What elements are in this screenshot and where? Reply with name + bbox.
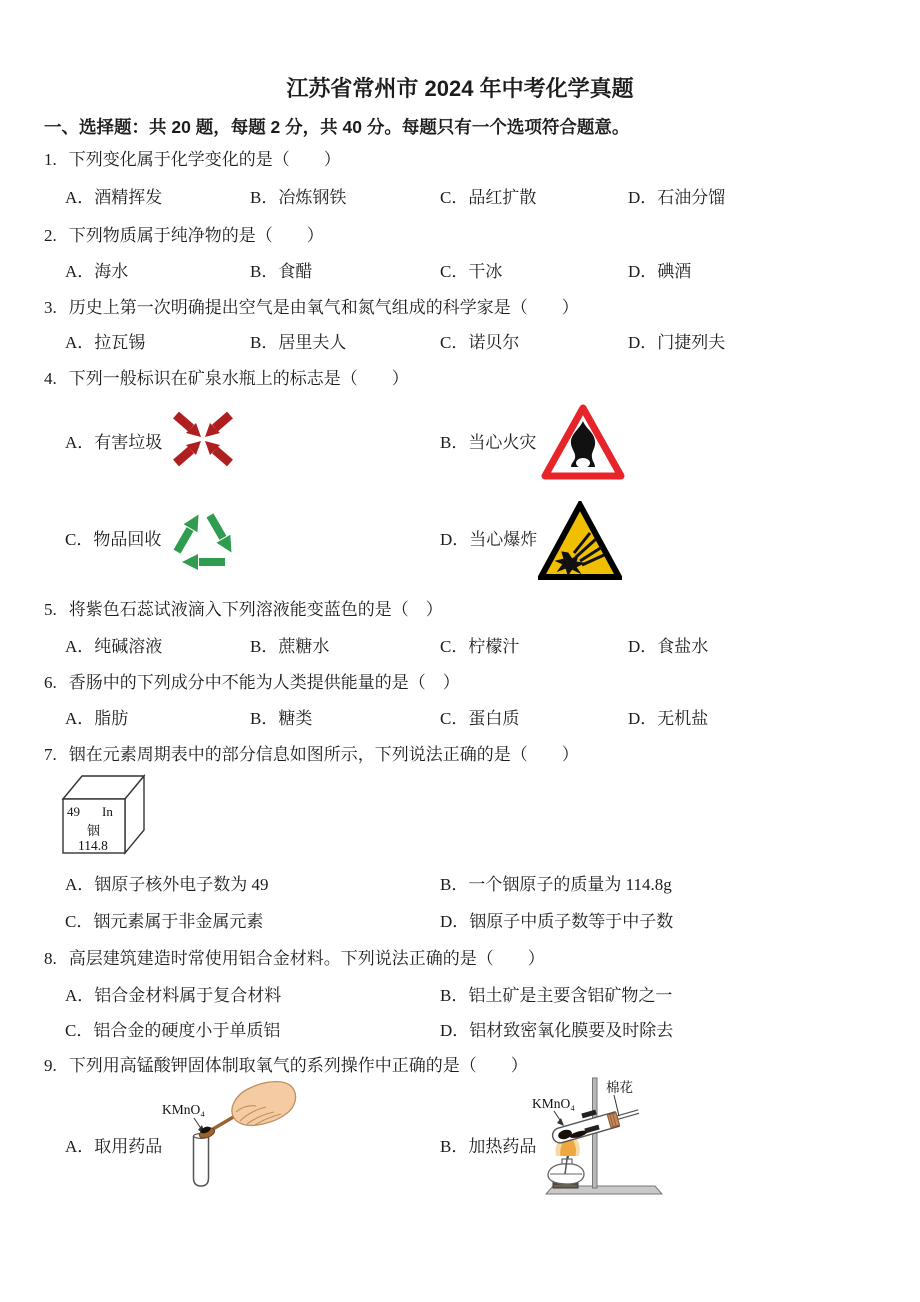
question-2-option-b: B．食醋 (250, 262, 313, 281)
question-4-text: 下列一般标识在矿泉水瓶上的标志是（ ） (68, 369, 409, 388)
question-5-option-a: A．纯碱溶液 (65, 637, 163, 656)
question-7-option-b: B．一个铟原子的质量为 114.8g (440, 875, 672, 894)
question-8-option-c: C．铝合金的硬度小于单质铝 (65, 1021, 281, 1040)
question-1 (44, 149, 341, 171)
question-5-option-d: D．食盐水 (628, 637, 709, 656)
question-7-option-a: A．铟原子核外电子数为 49 (65, 875, 269, 894)
pointer-arrow (557, 1118, 564, 1126)
question-7 (44, 744, 579, 766)
question-5-text: 将紫色石蕊试液滴入下列溶液能变蓝色的是（ ） (68, 600, 443, 619)
atomic-number: 49 (67, 804, 80, 819)
question-5-option-c: C．柠檬汁 (440, 637, 520, 656)
explosion-warning-icon (538, 501, 622, 581)
question-7-option-c: C．铟元素属于非金属元素 (65, 912, 264, 931)
question-5-option-b: B．蔗糖水 (250, 637, 330, 656)
question-1-number: 1. (44, 150, 57, 169)
question-3-option-c: C．诺贝尔 (440, 333, 520, 352)
hand (232, 1082, 296, 1126)
question-9-option-b: B．加热药品 (440, 1137, 537, 1156)
question-8-text: 高层建筑建造时常使用铝合金材料。下列说法正确的是（ ） (68, 949, 545, 968)
cotton-label: 棉花 (606, 1080, 633, 1095)
question-3 (44, 297, 579, 319)
question-2-option-a: A．海水 (65, 262, 129, 281)
question-4-option-b: B．当心火灾 (440, 433, 537, 452)
question-7-option-d: D．铟原子中质子数等于中子数 (440, 912, 674, 931)
fire-warning-icon (540, 403, 626, 481)
question-2 (44, 225, 324, 247)
question-9-text: 下列用高锰酸钾固体制取氧气的系列操作中正确的是（ ） (68, 1056, 528, 1075)
alcohol-lamp (548, 1156, 584, 1184)
question-9-option-a: A．取用药品 (65, 1137, 163, 1156)
element-symbol: In (102, 804, 113, 819)
question-4-option-c: C．物品回收 (65, 530, 162, 549)
question-8-number: 8. (44, 949, 57, 968)
question-6-number: 6. (44, 673, 57, 692)
section-header: 一、选择题：共 20 题，每题 2 分，共 40 分。每题只有一个选项符合题意。 (44, 117, 630, 137)
question-6-text: 香肠中的下列成分中不能为人类提供能量的是（ ） (68, 673, 460, 692)
question-1-option-d: D．石油分馏 (628, 188, 726, 207)
question-2-number: 2. (44, 226, 57, 245)
question-8 (44, 948, 545, 970)
kmno4-label: KMnO₄ (162, 1102, 205, 1117)
heat-reagent-figure (522, 1066, 684, 1196)
indium-element-cube (56, 768, 152, 858)
question-6-option-a: A．脂肪 (65, 709, 129, 728)
question-1-option-b: B．冶炼钢铁 (250, 188, 347, 207)
question-3-option-d: D．门捷列夫 (628, 333, 726, 352)
question-6-option-d: D．无机盐 (628, 709, 709, 728)
question-8-option-a: A．铝合金材料属于复合材料 (65, 986, 282, 1005)
question-9 (44, 1055, 528, 1077)
question-4-option-d: D．当心爆炸 (440, 530, 538, 549)
question-1-option-c: C．品红扩散 (440, 188, 537, 207)
test-tube (194, 1136, 209, 1186)
question-2-option-d: D．碘酒 (628, 262, 692, 281)
question-2-option-c: C．干冰 (440, 262, 503, 281)
question-2-text: 下列物质属于纯净物的是（ ） (68, 226, 324, 245)
hazardous-waste-icon (168, 408, 238, 470)
question-4-option-a: A．有害垃圾 (65, 433, 163, 452)
recycling-icon (165, 499, 243, 573)
question-8-option-d: D．铝材致密氧化膜要及时除去 (440, 1021, 674, 1040)
question-5 (44, 599, 443, 621)
question-1-text: 下列变化属于化学变化的是（ ） (68, 150, 341, 169)
question-8-option-b: B．铝土矿是主要含铝矿物之一 (440, 986, 673, 1005)
element-mass: 114.8 (78, 838, 108, 853)
question-4 (44, 368, 409, 390)
question-1-option-a: A．酒精挥发 (65, 188, 163, 207)
question-6-option-c: C．蛋白质 (440, 709, 520, 728)
question-3-option-a: A．拉瓦锡 (65, 333, 146, 352)
element-name: 铟 (87, 823, 101, 838)
question-6-option-b: B．糖类 (250, 709, 313, 728)
question-4-number: 4. (44, 369, 57, 388)
take-reagent-figure (150, 1076, 302, 1194)
kmno4-label: KMnO₄ (532, 1096, 575, 1111)
page-title: 江苏省常州市 2024 年中考化学真题 (286, 76, 634, 101)
question-3-text: 历史上第一次明确提出空气是由氧气和氮气组成的科学家是（ ） (68, 298, 579, 317)
question-9-number: 9. (44, 1056, 57, 1075)
question-6 (44, 672, 460, 694)
question-3-option-b: B．居里夫人 (250, 333, 347, 352)
question-7-number: 7. (44, 745, 57, 764)
question-3-number: 3. (44, 298, 57, 317)
question-7-text: 铟在元素周期表中的部分信息如图所示，下列说法正确的是（ ） (68, 745, 579, 764)
question-5-number: 5. (44, 600, 57, 619)
